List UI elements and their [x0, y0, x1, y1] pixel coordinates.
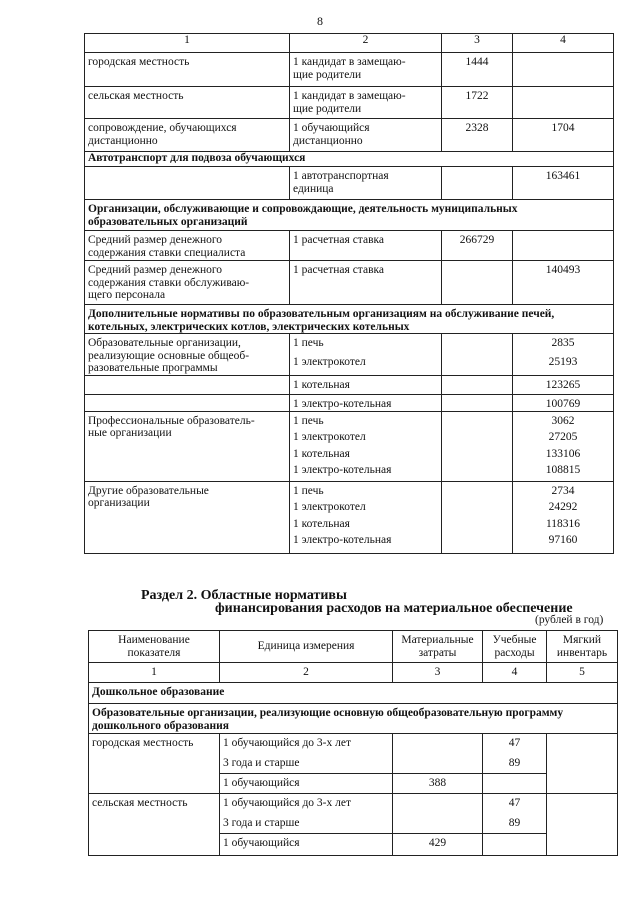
value-line: 2734 [551, 484, 575, 497]
row-value-3 [442, 261, 513, 305]
col-number: 1 [89, 663, 220, 683]
table-row [85, 394, 614, 411]
value-line: 108815 [545, 464, 581, 476]
row-name: городская местность [85, 53, 290, 87]
table-row [85, 231, 614, 261]
section-row [89, 683, 618, 704]
unit-line: 1 электро-котельная [293, 534, 392, 546]
table-row [85, 334, 614, 376]
row-unit: 1 обучающийся [220, 834, 393, 856]
row-value-3: 1444 [442, 53, 513, 87]
value-line: 24292 [548, 501, 578, 513]
col-header-4: 4 [513, 34, 614, 53]
section-row [89, 704, 618, 734]
group-values [513, 334, 614, 376]
row-name: Средний размер денежного содержания ставки специалиста [85, 231, 290, 261]
table-row [89, 794, 618, 814]
row-unit: 1 обучающийся дистанционно [290, 119, 442, 152]
group-units [290, 334, 442, 376]
header-soft: Мягкий инвентарь [547, 631, 618, 663]
row-unit: 1 электро-котельная [290, 394, 442, 411]
table-row [85, 87, 614, 119]
row-value-3: 1722 [442, 87, 513, 119]
value-line: 97160 [548, 534, 578, 546]
value-line: 25193 [548, 355, 578, 368]
unit-note: (рублей в год) [535, 614, 604, 626]
unit-line: 1 печь [293, 414, 324, 427]
col-number: 5 [547, 663, 618, 683]
row-name: сельская местность [89, 794, 220, 856]
unit-line: 1 электрокотел [293, 431, 366, 443]
header-name: Наименование показателя [89, 631, 220, 663]
row-unit: 1 обучающийся до 3-х лет [220, 794, 393, 814]
unit-line: 1 котельная [293, 447, 350, 460]
row-name: городская местность [89, 734, 220, 794]
group-units [290, 411, 442, 481]
row-value-3: 388 [393, 774, 483, 794]
row-unit: 1 кандидат в замещаю- щие родители [290, 87, 442, 119]
row-unit: 1 котельная [290, 375, 442, 394]
row-value-3: 2328 [442, 119, 513, 152]
col-header-3: 3 [442, 34, 513, 53]
value-line: 118316 [545, 517, 581, 530]
value-line: 2835 [551, 337, 575, 349]
row-unit: 1 расчетная ставка [290, 231, 442, 261]
section2-subtitle: финансирования расходов на материальное обеспечение [215, 601, 573, 616]
col-header-2: 2 [290, 34, 442, 53]
table-row [85, 261, 614, 305]
table-row [89, 734, 618, 754]
row-value-4: 123265 [513, 375, 614, 394]
header-row [89, 631, 618, 663]
group-units [290, 481, 442, 553]
value-line: 133106 [545, 447, 581, 460]
row-name: Средний размер денежного содержания ставки обслуживаю- щего персонала [85, 261, 290, 305]
row-unit: 1 обучающийся [220, 774, 393, 794]
section2-title: Раздел 2. Областные нормативы [141, 588, 347, 603]
section-row [85, 152, 614, 167]
row-value-3: 429 [393, 834, 483, 856]
col-header-1: 1 [85, 34, 290, 53]
header-study: Учебные расходы [483, 631, 547, 663]
row-name: сельская местность [85, 87, 290, 119]
group-name: Образовательные организации, реализующие основные общеоб- разовательные программы [85, 334, 290, 376]
table-row [85, 53, 614, 87]
section-organizations: Организации, обслуживающие и сопровождающие, деятельность муниципальных образовательных организаций [85, 200, 614, 231]
header-unit: Единица измерения [220, 631, 393, 663]
row-value-4: 163461 [513, 167, 614, 200]
table-row [85, 411, 614, 481]
row-value-4 [513, 53, 614, 87]
group-values [513, 481, 614, 553]
norms-table-continued [84, 33, 614, 554]
table-row [85, 167, 614, 200]
group-name: Профессиональные образователь- ные организации [85, 411, 290, 481]
section-preschool: Дошкольное образование [89, 683, 618, 704]
row-value-4: 100769 [513, 394, 614, 411]
unit-line: 1 печь [293, 337, 324, 349]
row-value-4 [513, 231, 614, 261]
row-value-4: 140493 [513, 261, 614, 305]
section-transport: Автотранспорт для подвоза обучающихся [85, 152, 614, 167]
value-line: 3062 [551, 414, 575, 427]
regional-norms-table [88, 630, 618, 856]
row-unit: 3 года и старше [220, 754, 393, 774]
row-value-4: 1704 [513, 119, 614, 152]
group-values [513, 411, 614, 481]
row-value-4: 89 [483, 754, 547, 774]
section-extra-norms: Дополнительные нормативы по образовательным организациям на обслуживание печей, котельных, электрических котлов, электрических котельных [85, 305, 614, 334]
row-value-4 [483, 834, 547, 856]
row-value-3: 266729 [442, 231, 513, 261]
section-preschool-orgs: Образовательные организации, реализующие основную общеобразовательную программу дошкольного образования [89, 704, 618, 734]
row-value-4: 47 [483, 794, 547, 814]
row-unit: 1 расчетная ставка [290, 261, 442, 305]
row-unit: 1 кандидат в замещаю- щие родители [290, 53, 442, 87]
unit-line: 1 котельная [293, 517, 350, 530]
row-unit: 1 автотранспортная единица [290, 167, 442, 200]
number-row [89, 663, 618, 683]
col-number: 2 [220, 663, 393, 683]
row-unit: 1 обучающийся до 3-х лет [220, 734, 393, 754]
value-line: 27205 [548, 431, 578, 443]
table-row [85, 375, 614, 394]
row-value-4: 47 [483, 734, 547, 754]
header-material: Материальные затраты [393, 631, 483, 663]
section-row [85, 200, 614, 231]
row-value-4: 89 [483, 814, 547, 834]
page-number: 8 [317, 14, 323, 28]
row-value-4 [483, 774, 547, 794]
table-row [85, 481, 614, 553]
unit-line: 1 электро-котельная [293, 464, 392, 476]
unit-line: 1 печь [293, 484, 324, 497]
unit-line: 1 электрокотел [293, 355, 366, 368]
group-name: Другие образовательные организации [85, 481, 290, 553]
unit-line: 1 электрокотел [293, 501, 366, 513]
table-row [85, 119, 614, 152]
section-row [85, 305, 614, 334]
row-value-4 [513, 87, 614, 119]
row-name: сопровождение, обучающихся дистанционно [85, 119, 290, 152]
col-number: 3 [393, 663, 483, 683]
row-unit: 3 года и старше [220, 814, 393, 834]
col-number: 4 [483, 663, 547, 683]
